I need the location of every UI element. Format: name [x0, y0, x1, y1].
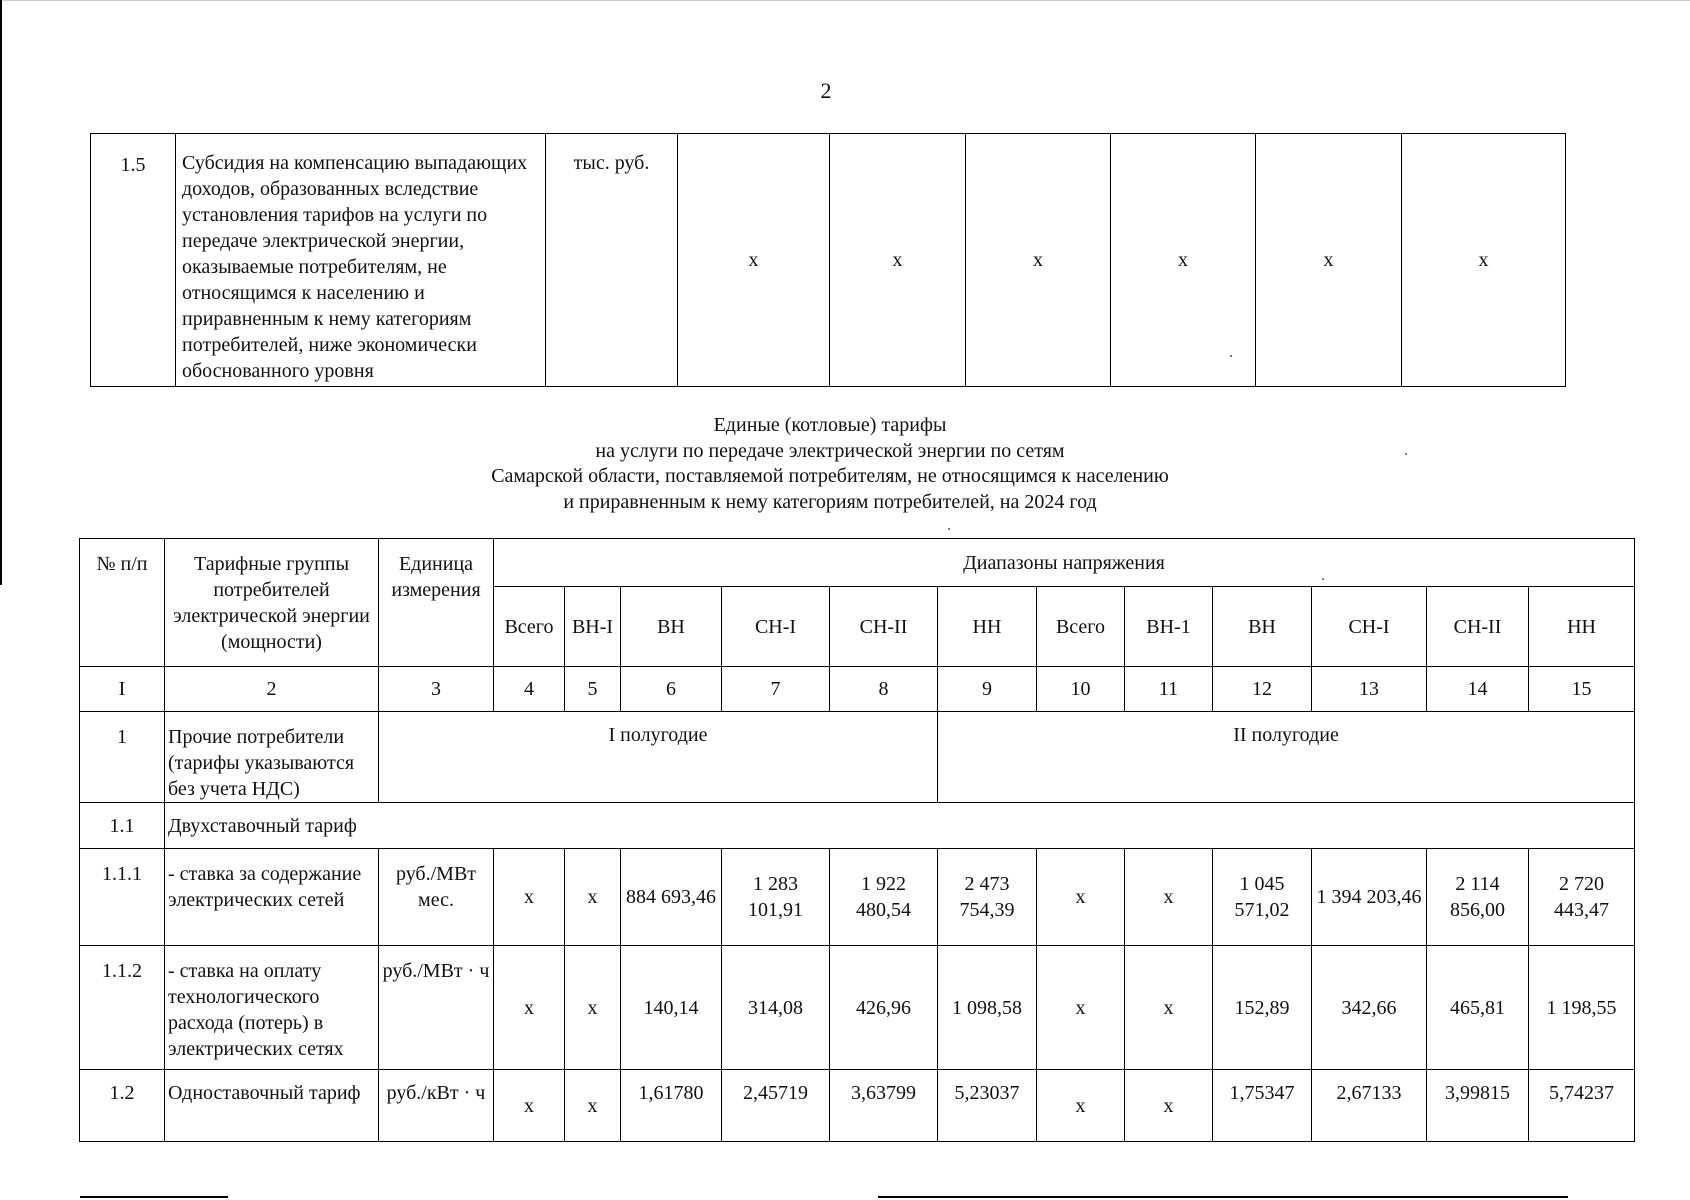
- column-number: 13: [1312, 667, 1427, 712]
- section-heading-line: Самарской области, поставляемой потребителям, не относящимся к населению: [491, 465, 1169, 487]
- header-voltage: СН-I: [1312, 587, 1427, 667]
- column-number: 7: [722, 667, 830, 712]
- header-voltage: Всего: [494, 587, 565, 667]
- column-number: 6: [621, 667, 722, 712]
- value-cell: x: [966, 134, 1111, 387]
- column-number-row: [80, 667, 1635, 712]
- value-cell: x: [1125, 849, 1213, 946]
- section-heading-line: Единые (котловые) тарифы: [713, 414, 947, 436]
- header-voltage: СН-II: [830, 587, 938, 667]
- row-unit: тыс. руб.: [546, 134, 678, 387]
- row-name: Субсидия на компенсацию выпадающих доходов, образованных вследствие установления тарифов на услуги по передаче электрической энергии, оказываемые потребителям, не относящимся к населению и приравненным к нему категориям потребителей, ниже экономически обоснованного уровня: [176, 134, 546, 387]
- column-number: 8: [830, 667, 938, 712]
- value-cell: 1 098,58: [938, 946, 1037, 1070]
- value-cell: 1 045 571,02: [1213, 849, 1312, 946]
- header-ranges: Диапазоны напряжения: [494, 539, 1635, 587]
- value-cell: 5,74237: [1529, 1070, 1635, 1142]
- subsidy-table: [90, 133, 1566, 387]
- row-unit: руб./кВт · ч: [379, 1070, 494, 1142]
- column-number: 10: [1037, 667, 1125, 712]
- value-cell: x: [1037, 946, 1125, 1070]
- column-number: 5: [565, 667, 621, 712]
- column-number: 15: [1529, 667, 1635, 712]
- half-year-label: II полугодие: [938, 712, 1635, 803]
- scan-edge-top: [0, 0, 1690, 1]
- column-number: 11: [1125, 667, 1213, 712]
- header-voltage: ВН: [1213, 587, 1312, 667]
- table-row: [80, 849, 1635, 946]
- value-cell: 465,81: [1427, 946, 1529, 1070]
- value-cell: 2 114 856,00: [1427, 849, 1529, 946]
- scan-artifact-dot: [1322, 578, 1324, 580]
- value-cell: 2,45719: [722, 1070, 830, 1142]
- value-cell: 1 922 480,54: [830, 849, 938, 946]
- value-cell: 884 693,46: [621, 849, 722, 946]
- value-cell: 426,96: [830, 946, 938, 1070]
- value-cell: 152,89: [1213, 946, 1312, 1070]
- value-cell: x: [830, 134, 966, 387]
- value-cell: x: [1402, 134, 1566, 387]
- row-number: 1.2: [80, 1070, 165, 1142]
- value-cell: 5,23037: [938, 1070, 1037, 1142]
- value-cell: 2 473 754,39: [938, 849, 1037, 946]
- row-number: 1.1.2: [80, 946, 165, 1070]
- value-cell: 1 198,55: [1529, 946, 1635, 1070]
- value-cell: x: [1037, 849, 1125, 946]
- tariff-table: [79, 538, 1635, 1142]
- header-row: [80, 539, 1635, 587]
- column-number: 3: [379, 667, 494, 712]
- table-row: [80, 712, 1635, 803]
- value-cell: x: [1125, 946, 1213, 1070]
- table-row: [91, 134, 1566, 387]
- row-unit: руб./МВт · ч: [379, 946, 494, 1070]
- header-voltage: ВН-1: [1125, 587, 1213, 667]
- value-cell: 140,14: [621, 946, 722, 1070]
- header-num: № п/п: [80, 539, 165, 667]
- value-cell: 2 720 443,47: [1529, 849, 1635, 946]
- half-year-label: I полугодие: [379, 712, 938, 803]
- section-heading-line: и приравненным к нему категориям потребителей, на 2024 год: [563, 491, 1097, 513]
- value-cell: 2,67133: [1312, 1070, 1427, 1142]
- table-row: [80, 803, 1635, 849]
- row-name: Двухставочный тариф: [165, 803, 1635, 849]
- row-name: Одноставочный тариф: [165, 1070, 379, 1142]
- header-voltage: ВН-I: [565, 587, 621, 667]
- scan-artifact-dot: [1230, 355, 1232, 357]
- value-cell: 342,66: [1312, 946, 1427, 1070]
- value-cell: x: [494, 946, 565, 1070]
- value-cell: 3,99815: [1427, 1070, 1529, 1142]
- value-cell: 1 283 101,91: [722, 849, 830, 946]
- column-number: I: [80, 667, 165, 712]
- value-cell: x: [565, 946, 621, 1070]
- header-unit: Единица измерения: [379, 539, 494, 667]
- value-cell: x: [494, 1070, 565, 1142]
- value-cell: x: [1125, 1070, 1213, 1142]
- scan-artifact-dot: [1405, 453, 1407, 455]
- value-cell: x: [565, 1070, 621, 1142]
- row-number: 1.5: [91, 134, 176, 387]
- scan-artifact-line: [878, 1196, 1568, 1198]
- row-name: - ставка за содержание электрических сетей: [165, 849, 379, 946]
- column-number: 9: [938, 667, 1037, 712]
- value-cell: x: [1256, 134, 1402, 387]
- scan-artifact-line: [80, 1196, 228, 1198]
- value-cell: 314,08: [722, 946, 830, 1070]
- column-number: 14: [1427, 667, 1529, 712]
- row-number: 1.1.1: [80, 849, 165, 946]
- value-cell: 1 394 203,46: [1312, 849, 1427, 946]
- header-voltage: СН-II: [1427, 587, 1529, 667]
- header-voltage: НН: [938, 587, 1037, 667]
- header-voltage: Всего: [1037, 587, 1125, 667]
- row-name: Прочие потребители (тарифы указываются без учета НДС): [165, 712, 379, 803]
- column-number: 2: [165, 667, 379, 712]
- value-cell: x: [1111, 134, 1256, 387]
- value-cell: 1,75347: [1213, 1070, 1312, 1142]
- value-cell: x: [1037, 1070, 1125, 1142]
- value-cell: x: [565, 849, 621, 946]
- header-voltage: СН-I: [722, 587, 830, 667]
- scan-artifact-dot: [948, 528, 950, 530]
- page-number: 2: [820, 78, 832, 103]
- section-heading-line: на услуги по передаче электрической энергии по сетям: [595, 440, 1065, 462]
- row-unit: руб./МВт мес.: [379, 849, 494, 946]
- row-name: - ставка на оплату технологического расхода (потерь) в электрических сетях: [165, 946, 379, 1070]
- value-cell: x: [494, 849, 565, 946]
- table-row: [80, 946, 1635, 1070]
- table-row: [80, 1070, 1635, 1142]
- header-voltage: ВН: [621, 587, 722, 667]
- value-cell: x: [678, 134, 830, 387]
- row-number: 1: [80, 712, 165, 803]
- header-group: Тарифные группы потребителей электрической энергии (мощности): [165, 539, 379, 667]
- value-cell: 3,63799: [830, 1070, 938, 1142]
- column-number: 4: [494, 667, 565, 712]
- header-voltage: НН: [1529, 587, 1635, 667]
- value-cell: 1,61780: [621, 1070, 722, 1142]
- row-number: 1.1: [80, 803, 165, 849]
- column-number: 12: [1213, 667, 1312, 712]
